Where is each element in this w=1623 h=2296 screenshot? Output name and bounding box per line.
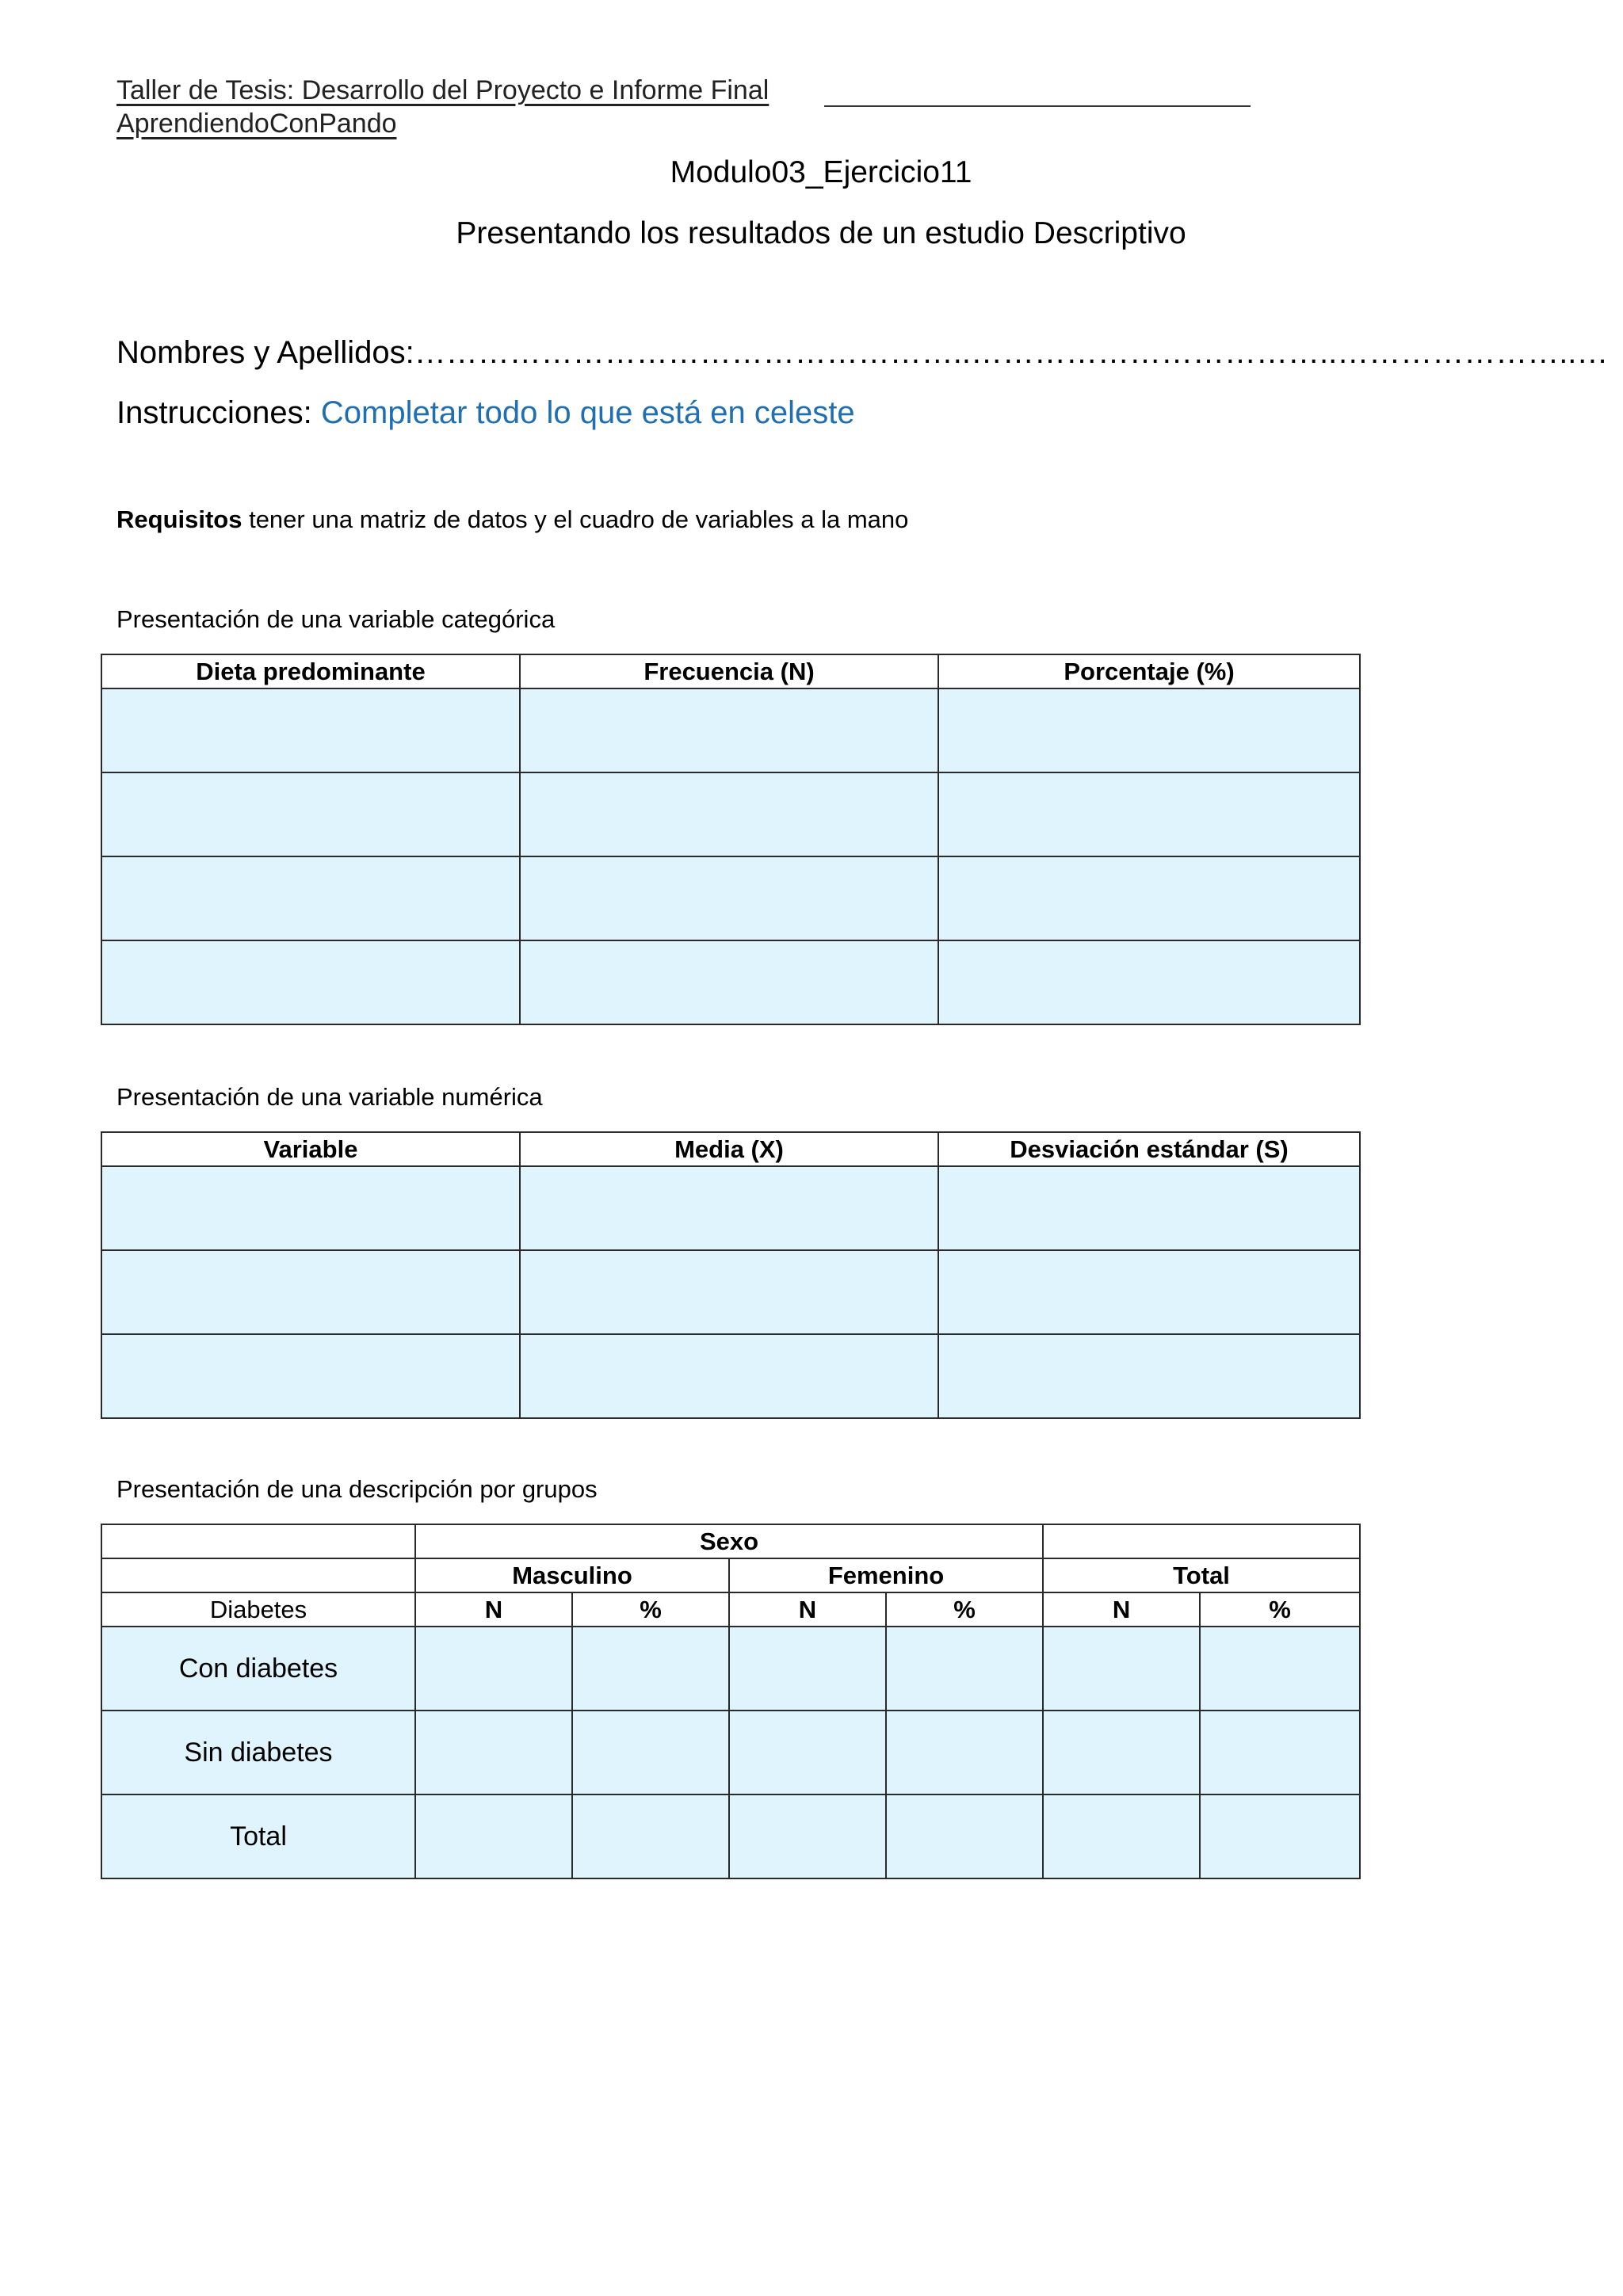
table-header-row <box>101 1592 1360 1627</box>
diabetes-header: Diabetes <box>101 1592 415 1627</box>
input-cell[interactable] <box>1200 1627 1360 1711</box>
author-header: AprendiendoConPando <box>116 109 397 139</box>
input-cell[interactable] <box>938 1166 1360 1250</box>
input-cell[interactable] <box>938 1250 1360 1334</box>
total-header: Total <box>1043 1558 1360 1592</box>
table-header-row <box>101 1132 1360 1166</box>
input-cell[interactable] <box>729 1627 886 1711</box>
instructions <box>116 395 855 431</box>
input-cell[interactable] <box>938 940 1360 1024</box>
input-cell[interactable] <box>938 1334 1360 1418</box>
masculino-header: Masculino <box>415 1558 729 1592</box>
table-row <box>101 772 1360 856</box>
femenino-header: Femenino <box>729 1558 1043 1592</box>
input-cell[interactable] <box>415 1711 572 1794</box>
input-cell[interactable] <box>520 688 938 772</box>
n-header: N <box>415 1592 572 1627</box>
table-header-row <box>101 654 1360 688</box>
input-cell[interactable] <box>1043 1711 1200 1794</box>
column-header: Desviación estándar (S) <box>938 1132 1360 1166</box>
table-header-row <box>101 1524 1360 1558</box>
groups-table <box>101 1524 1361 1879</box>
module-title: Modulo03_Ejercicio11 <box>670 155 972 189</box>
empty-header-cell <box>1043 1524 1360 1558</box>
name-blank[interactable]: ……………………………………………..……………………………..…………………..… <box>414 335 1609 370</box>
input-cell[interactable] <box>101 856 520 940</box>
requirements-text: tener una matriz de datos y el cuadro de variables a la mano <box>242 505 909 533</box>
column-header: Frecuencia (N) <box>520 654 938 688</box>
input-cell[interactable] <box>729 1711 886 1794</box>
input-cell[interactable] <box>886 1711 1043 1794</box>
input-cell[interactable] <box>520 1166 938 1250</box>
table-row <box>101 1627 1360 1711</box>
name-field <box>116 335 1608 371</box>
n-header: N <box>1043 1592 1200 1627</box>
header-rule <box>824 105 1251 107</box>
groups-caption: Presentación de una descripción por grupos <box>116 1475 598 1503</box>
input-cell[interactable] <box>520 856 938 940</box>
input-cell[interactable] <box>101 1166 520 1250</box>
input-cell[interactable] <box>938 856 1360 940</box>
input-cell[interactable] <box>1043 1794 1200 1878</box>
column-header: Porcentaje (%) <box>938 654 1360 688</box>
row-label: Total <box>101 1794 415 1878</box>
empty-header-cell <box>101 1558 415 1592</box>
input-cell[interactable] <box>520 940 938 1024</box>
input-cell[interactable] <box>886 1794 1043 1878</box>
sexo-header: Sexo <box>415 1524 1043 1558</box>
column-header: Dieta predominante <box>101 654 520 688</box>
input-cell[interactable] <box>101 688 520 772</box>
input-cell[interactable] <box>572 1711 729 1794</box>
categorical-caption: Presentación de una variable categórica <box>116 605 556 633</box>
categorical-table <box>101 654 1361 1025</box>
pct-header: % <box>886 1592 1043 1627</box>
instructions-label: Instrucciones: <box>116 395 321 430</box>
input-cell[interactable] <box>1200 1711 1360 1794</box>
pct-header: % <box>1200 1592 1360 1627</box>
table-row <box>101 1794 1360 1878</box>
input-cell[interactable] <box>886 1627 1043 1711</box>
input-cell[interactable] <box>101 940 520 1024</box>
input-cell[interactable] <box>101 1334 520 1418</box>
input-cell[interactable] <box>101 772 520 856</box>
numeric-caption: Presentación de una variable numérica <box>116 1083 543 1111</box>
input-cell[interactable] <box>572 1794 729 1878</box>
table-row <box>101 1250 1360 1334</box>
table-row <box>101 940 1360 1024</box>
input-cell[interactable] <box>101 1250 520 1334</box>
requirements <box>116 505 908 534</box>
empty-header-cell <box>101 1524 415 1558</box>
name-label: Nombres y Apellidos: <box>116 335 414 370</box>
table-header-row <box>101 1558 1360 1592</box>
row-label: Con diabetes <box>101 1627 415 1711</box>
table-row <box>101 1166 1360 1250</box>
row-label: Sin diabetes <box>101 1711 415 1794</box>
input-cell[interactable] <box>938 688 1360 772</box>
column-header: Media (X) <box>520 1132 938 1166</box>
table-row <box>101 856 1360 940</box>
instructions-text: Completar todo lo que está en celeste <box>320 395 855 430</box>
input-cell[interactable] <box>938 772 1360 856</box>
input-cell[interactable] <box>520 1250 938 1334</box>
pct-header: % <box>572 1592 729 1627</box>
input-cell[interactable] <box>1200 1794 1360 1878</box>
course-header: Taller de Tesis: Desarrollo del Proyecto e Informe Final <box>116 75 769 105</box>
input-cell[interactable] <box>729 1794 886 1878</box>
document-subtitle: Presentando los resultados de un estudio Descriptivo <box>456 216 1186 250</box>
table-row <box>101 1334 1360 1418</box>
table-row <box>101 1711 1360 1794</box>
n-header: N <box>729 1592 886 1627</box>
input-cell[interactable] <box>520 772 938 856</box>
input-cell[interactable] <box>520 1334 938 1418</box>
input-cell[interactable] <box>415 1627 572 1711</box>
input-cell[interactable] <box>1043 1627 1200 1711</box>
column-header: Variable <box>101 1132 520 1166</box>
requirements-label: Requisitos <box>116 505 242 533</box>
input-cell[interactable] <box>415 1794 572 1878</box>
numeric-table <box>101 1131 1361 1419</box>
input-cell[interactable] <box>572 1627 729 1711</box>
table-row <box>101 688 1360 772</box>
